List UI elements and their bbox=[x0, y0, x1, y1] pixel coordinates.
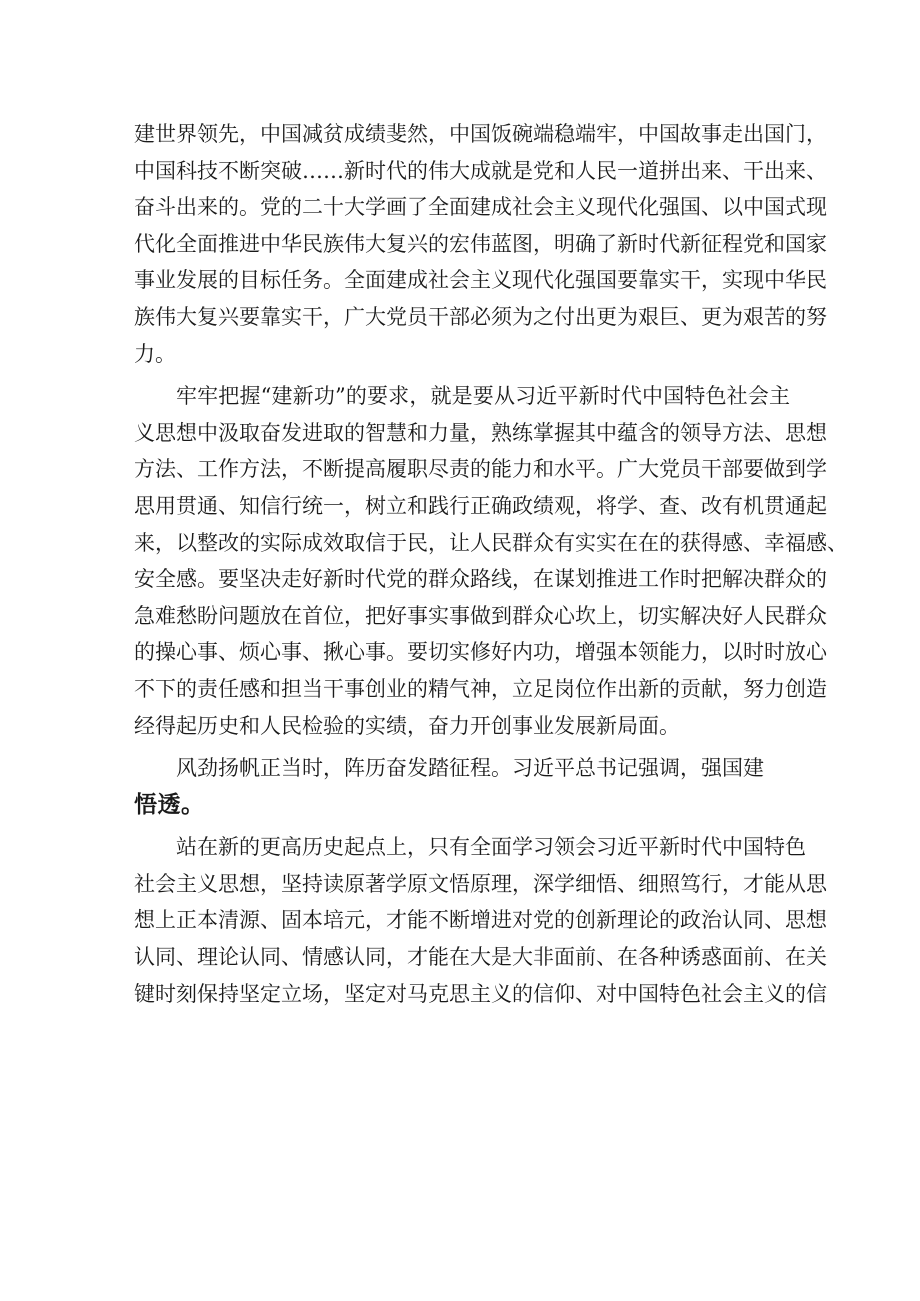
paragraph-4 bbox=[134, 829, 827, 1012]
text-line: 事业发展的目标任务。全面建成社会主义现代化强国要靠实干，实现中华民 bbox=[134, 268, 827, 293]
paragraph-2 bbox=[134, 378, 848, 744]
text-line: 族伟大复兴要靠实干，广大党员干部必须为之付出更为艰巨、更为艰苦的努 bbox=[134, 304, 827, 329]
document-body bbox=[134, 116, 848, 1012]
text-line: 义思想中汲取奋发进取的智慧和力量，熟练掌握其中蕴含的领导方法、思想 bbox=[134, 420, 827, 445]
text-line: 急难愁盼问题放在首位，把好事实事做到群众心坎上，切实解决好人民群众 bbox=[134, 603, 827, 628]
text-line: 想上正本清源、固本培元，才能不断增进对党的创新理论的政治认同、思想 bbox=[134, 908, 827, 933]
text-line: 中国科技不断突破……新时代的伟大成就是党和人民一道拼出来、干出来、 bbox=[134, 158, 827, 183]
section-heading bbox=[134, 787, 790, 824]
text-line: 来，以整改的实际成效取信于民，让人民群众有实实在在的获得感、幸福感、 bbox=[134, 530, 848, 555]
text-line: 思用贯通、知信行统一，树立和践行正确政绩观，将学、查、改有机贯通起 bbox=[134, 493, 827, 518]
text-line: 方法、工作方法，不断提高履职尽责的能力和水平。广大党员干部要做到学 bbox=[134, 457, 827, 482]
text-line: 牢牢把握“建新功”的要求，就是要从习近平新时代中国特色社会主 bbox=[176, 384, 790, 409]
text-line: 力。 bbox=[134, 341, 176, 366]
text-line: 经得起历史和人民检验的实绩，奋力开创事业发展新局面。 bbox=[134, 713, 680, 738]
text-line: 社会主义思想，坚持读原著学原文悟原理，深学细悟、细照笃行，才能从思 bbox=[134, 871, 827, 896]
text-line: 不下的责任感和担当干事创业的精气神，立足岗位作出新的贡献，努力创造 bbox=[134, 676, 827, 701]
text-line: 风劲扬帆正当时，阵历奋发踏征程。习近平总书记强调，强国建 bbox=[176, 756, 764, 781]
text-line: 站在新的更高历史起点上，只有全面学习领会习近平新时代中国特色 bbox=[176, 835, 806, 860]
text-line: 建世界领先，中国减贫成绩斐然，中国饭碗端稳端牢，中国故事走出国门， bbox=[134, 122, 827, 146]
text-line: 代化全面推进中华民族伟大复兴的宏伟蓝图，明确了新时代新征程党和国家 bbox=[134, 231, 827, 256]
heading-line: 悟透。 bbox=[134, 791, 205, 818]
paragraph-1 bbox=[134, 116, 827, 372]
text-line: 的操心事、烦心事、揪心事。要切实修好内功，增强本领能力，以时时放心 bbox=[134, 640, 827, 665]
paragraph-3 bbox=[134, 750, 790, 787]
text-line: 奋斗出来的。党的二十大学画了全面建成社会主义现代化强国、以中国式现 bbox=[134, 195, 827, 220]
text-line: 键时刻保持坚定立场，坚定对马克思主义的信仰、对中国特色社会主义的信 bbox=[134, 981, 827, 1006]
text-line: 安全感。要坚决走好新时代党的群众路线，在谋划推进工作时把解决群众的 bbox=[134, 567, 827, 592]
text-line: 认同、理论认同、情感认同，才能在大是大非面前、在各种诱惑面前、在关 bbox=[134, 945, 827, 970]
